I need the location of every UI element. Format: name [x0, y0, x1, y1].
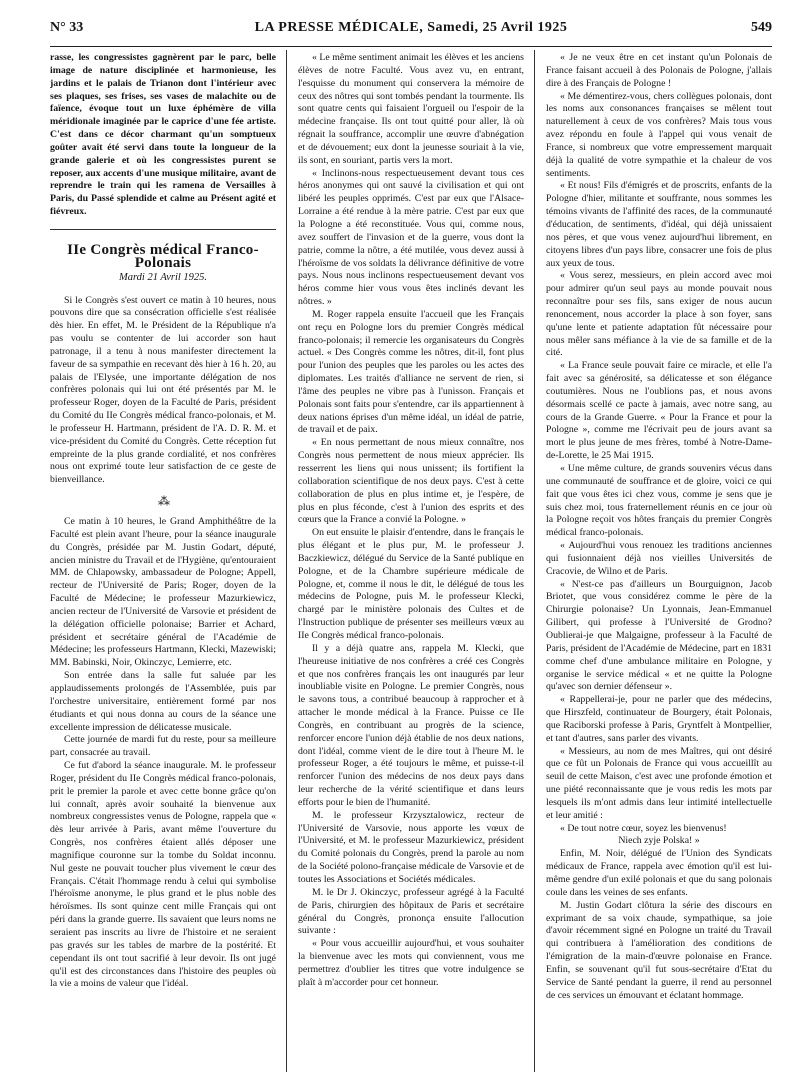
asterism: ⁂ [158, 494, 168, 509]
page-header [50, 20, 772, 40]
column-divider [534, 50, 535, 1072]
paragraph: « Une même culture, de grands souvenirs vécus dans une communauté de souffrance et de gloire, voici ce qui fait que vous êtes ici chez vous, comme je sens que je suis chez moi, tous fraternellement réunis en ce jour où la Pologne reçoit vos hôtes français du premier Congrès médical franco-polonais. [546, 463, 772, 539]
paragraph: « Aujourd'hui vous renouez les traditions anciennes qui fusionnaient déjà nos vieilles Universités de Cracovie, de Wilno et de Paris. [546, 540, 772, 577]
article-heading: IIe Congrès médical Franco-Polonais [67, 241, 259, 271]
paragraph: M. le Dr J. Okinczyc, professeur agrégé à la Faculté de Paris, chirurgien des hôpitaux de Paris et secrétaire général du Congrès, prononça ensuite l'allocution suivante : [298, 886, 524, 937]
issue-number: N° 33 [50, 20, 84, 35]
column-2 [298, 52, 524, 1072]
paragraph: « Rappellerai-je, pour ne parler que des médecins, que Hirszfeld, continuateur de Bourgery, était Polonais, que Raciborski professe à Paris, Gryntfelt à Montpellier, et tant d'autres, sans parler des vivants. [546, 694, 772, 744]
column-divider [286, 50, 287, 1072]
paragraph: Si le Congrès s'est ouvert ce matin à 10 heures, nous pouvons dire que sa consécration officielle s'est réalisée dès hier. En effet, M. le Président de la République n'a pas voulu se contenter de lui accorder son haut patronage, il a tenu à nous manifester directement la faveur de sa sympathie en recevant dès hier à 16 h. 20, au palais de l'Elysée, une importante délégation de nos confrères polonais qui lui ont été présentés par M. le professeur Roger, doyen de la Faculté de Paris, président du Comité du IIe Congrès médical franco-polonais, et M. le professeur H. Hartmann, président de l'A. D. R. M. et vice-président du Comité du Congrès. Cette réception fut empreinte de la plus grande cordialité, et nos confrères nous ont exprimé toute leur satisfaction de ce geste de bienveillance. [50, 294, 276, 486]
paragraph: M. Justin Godart clôtura la série des discours en exprimant de sa voix chaude, sympathique, sa joie d'avoir récemment signé en Pologne un traité du Travail qui contribuera à l'amélioration des conditions de l'émigration de la main-d'œuvre polonaise en France. Enfin, se souvenant qu'il fut sous-secrétaire d'Etat du Service de Santé pendant la guerre, il rend au personnel de ces services un émouvant et éclatant hommage. [546, 899, 772, 1001]
paragraph: Il y a déjà quatre ans, rappela M. Klecki, que l'heureuse initiative de nos confrères a créé ces Congrès et que nos confrères français les ont inaugurés par leur inoubliable visite en Pologne. Le premier Congrès, nous le savons tous, a contribué beaucoup à rapprocher et à attacher le monde médical à la France. Puisse ce IIe Congrès, en contribuant au progrès de la science, renforcer encore l'union déjà établie de nos deux nations, dont l'idéal, comme vient de le dire tout à l'heure M. le professeur Roger, a été toujours le même, et puisse-t-il renforcer l'union des médecins de nos deux pays dans leur recherche de la vérité scientifique et dans leurs efforts pour le bien de l'humanité. [298, 642, 524, 808]
paragraph: « De tout notre cœur, soyez les bienvenus! [560, 822, 727, 834]
paragraph: Son entrée dans la salle fut saluée par les applaudissements prolongés de l'Assemblée, puis par l'orchestre universitaire, entièrement formé par nos étudiants et qui nous donna au cours de la séance une excellente impression de délicatesse musicale. [50, 670, 276, 733]
paragraph: « La France seule pouvait faire ce miracle, et elle l'a fait avec sa générosité, sa délicatesse et son élégance coutumières. Nous ne l'oublions pas, et nous avons désormais scellé ce pacte à jamais, avec notre sang, au cours de la Grande Guerre. « Pour la France et pour la Pologne », comme me l'écrivait peu de jours avant sa mort le plus jeune de mes frères, tombé à Notre-Dame-de-Lorette, le 25 Mai 1915. [546, 360, 772, 462]
paragraph: On eut ensuite le plaisir d'entendre, dans le français le plus élégant et le plus pur, M. le professeur J. Baczkiewicz, délégué du Service de la Santé publique en Pologne, et de la Chambre supérieure médicale de Pologne, et, comme il nous le dit, le délégué de tous les médecins de Pologne, puis M. le professeur Klecki, chargé par le ministère polonais des Cultes et de l'Instruction publique de présenter ses meilleurs vœux au IIe Congrès médical franco-polonais. [298, 527, 524, 641]
page-number: 549 [751, 20, 772, 35]
article-date: Mardi 21 Avril 1925. [118, 271, 208, 283]
paragraph: « En nous permettant de nous mieux connaître, nos Congrès nous permettent de nous mieux apprécier. Ils resserrent les liens qui nous unissent; ils fortifient la collaboration scientifique de nos deux pays. C'est à cette collaboration de plus en plus intime et, je l'espère, de plus en plus féconde, c'est à l'union des esprits et des cœurs que la France a convié la Pologne. » [298, 437, 524, 526]
journal-title: LA PRESSE MÉDICALE, Samedi, 25 Avril 1925 [254, 20, 568, 35]
section-rule [50, 229, 276, 230]
paragraph: « N'est-ce pas d'ailleurs un Bourguignon, Jacob Briotet, que vous considérez comme le père de la Chirurgie polonaise? Un Lyonnais, Jean-Emmanuel Gilibert, qui professe à l'Université de Grodno? Oublierai-je que Malgaigne, professeur à la Faculté de Paris, président de l'Académie de Médecine, part en 1831 comme chef d'une ambulance militaire en Pologne, y organise le service médical « et ne quitte la Pologne qu'avec son dernier défenseur ». [546, 578, 772, 693]
paragraph: Cette journée de mardi fut du reste, pour sa meilleure part, consacrée au travail. [50, 734, 276, 759]
closing-line: Niech zyje Polska! » [618, 835, 700, 847]
column-1 [50, 52, 276, 1072]
paragraph: « Inclinons-nous respectueusement devant tous ces héros anonymes qui ont sauvé la civilisation et qui ont libéré les peuples opprimés. C'est par eux que l'Alsace-Lorraine a été rendue à la mère patrie. C'est par eux que la Pologne a été reconstituée. Vous qui, comme nous, avez souffert de l'invasion et de la guerre, vous dont la patrie, comme la nôtre, a été mutilée, vous devez aussi à l'héroïsme de vos soldats la délivrance définitive de votre pays. Nous nous inclinons respectueusement devant vos héros comme hier vous vous êtes inclinés devant les nôtres. » [298, 167, 524, 308]
paragraph: « Et nous! Fils d'émigrés et de proscrits, enfants de la Pologne d'hier, militante et souffrante, nous sommes les témoins vivants de l'affinité des races, de la communauté d'éducation, de sentiments, d'idéal, qui déjà unissaient nos pères, et que vous venez aujourd'hui librement, en citoyens libres d'un pays libre, consacrer une fois de plus aux yeux de tous. [546, 180, 772, 269]
paragraph: « Pour vous accueillir aujourd'hui, et vous souhaiter la bienvenue avec les mots qui conviennent, vous me permettrez d'oublier les titres que votre indulgence se plaît à m'accorder pour cet honneur. [298, 938, 524, 988]
paragraph: Ce matin à 10 heures, le Grand Amphithéâtre de la Faculté est plein avant l'heure, pour la séance inaugurale du Congrès, présidée par M. Justin Godart, député, ancien ministre du Travail et de l'Hygiène, qu'entouraient MM. de Chlapowsky, ambassadeur de Pologne; Appell, recteur de l'Université de Paris; Roger, doyen de la Faculté de Médecine; le professeur Mazurkiewicz, ancien recteur de l'Université de Varsovie et président de la délégation officielle polonaise; Barrier et Achard, président et secrétaire général de l'Académie de Médecine; les professeurs Hartmann, Klecki, Mazewiski; MM. Babinski, Noir, Okinczyc, Lemierre, etc. [50, 516, 276, 669]
intro-paragraph: rasse, les congressistes gagnèrent par le parc, belle image de nature disciplinée et harmonieuse, les jardins et le palais de Trianon dont l'intérieur avec ses plaques, ses frises, ses vases de malachite ou de faïence, évoque tout un luxe éphémère de villa méridionale imaginée par le caprice d'une fée artiste. C'est dans ce décor charmant qu'un somptueux goûter avait été servi dans toute la longueur de la grande galerie et où les congressistes purent se reposer, aux accents d'une musique militaire, avant de reprendre le train qui les ramena de Versailles à Paris, du Passé splendide et calme au Présent agité et fiévreux. [50, 52, 276, 218]
paragraph: Enfin, M. Noir, délégué de l'Union des Syndicats médicaux de France, rappela avec émotion qu'il est lui-même gendre d'un exilé polonais et que du sang polonais coule dans les veines de ses enfants. [546, 848, 772, 898]
paragraph: M. le professeur Krzysztalowicz, recteur de l'Université de Varsovie, nous apporte les vœux de l'Université, et M. le professeur Mazurkiewicz, président du Comité polonais du Congrès, prend la parole au nom de la Société polono-française médicale de Varsovie et de toutes les Associations et Sociétés médicales. [298, 809, 524, 885]
paragraph: « Messieurs, au nom de mes Maîtres, qui ont désiré que ce fût un Polonais de France qui vous accueillît au seuil de cette Maison, c'est avec une profonde émotion et une piété reconnaissante que je vous redis les mots par lesquels ils m'ont admis dans leur intimité intellectuelle et leur amitié : [546, 745, 772, 821]
paragraph: M. Roger rappela ensuite l'accueil que les Français ont reçu en Pologne lors du premier Congrès médical franco-polonais; il remercie les organisateurs du Congrès actuel. « Des Congrès comme les nôtres, dit-il, font plus pour l'union des peuples que les paroles ou les actes des diplomates. Les traités d'alliance ne servent de rien, si l'âme des peuples ne vibre pas à l'unisson. Français et Polonais sont faits pour s'entendre, car ils appartiennent à deux nations éprises d'un même idéal, un idéal de patrie, de travail et de paix. [298, 308, 524, 436]
paragraph: « Je ne veux être en cet instant qu'un Polonais de France faisant accueil à des Polonais de Pologne, j'allais dire à des Français de Pologne ! [546, 52, 772, 89]
paragraph: « Vous serez, messieurs, en plein accord avec moi pour admirer qu'un seul pays au monde pouvait nous reconnaître pour ses fils, sans exiger de nous aucun renoncement, nous accorder la place à son foyer, sans qu'une lente et patiente adaptation fût nécessaire pour nous mêler sans méfiance à la vie de sa famille et de la cité. [546, 270, 772, 359]
column-3 [546, 52, 772, 1072]
paragraph: Ce fut d'abord la séance inaugurale. M. le professeur Roger, président du IIe Congrès médical franco-polonais, prit le premier la parole et avec cette bonne grâce qu'on lui connaît, après avoir souhaité la bienvenue aux nombreux congressistes venus de Pologne, rappela que « dès leur arrivée à Paris, avant même l'ouverture du Congrès, nos confrères étaient allés déposer une magnifique couronne sur la tombe du Soldat inconnu. Nul geste ne pouvait toucher plus vivement le cœur des Français. C'était l'hommage rendu à celui qui symbolise l'héroïsme anonyme, le plus grand et le plus noble des héroïsmes. Ils sont quinze cent mille Français qui ont péri dans la grande guerre. Ils savaient que leurs noms ne seraient pas inscrits au livre de l'histoire et ne seraient pas gravés sur les tables de marbre de la postérité. Et cependant ils ont tout sacrifié à leur devoir. Ils ont jugé qu'il est des circonstances dans l'histoire des peuples où la vie a moins de valeur que l'idéal. [50, 760, 276, 990]
paragraph: « Le même sentiment animait les élèves et les anciens élèves de notre Faculté. Vous avez vu, en entrant, l'esquisse du monument qui conservera la mémoire de ceux des nôtres qui sont tombés pendant la tourmente. Ils sont quatre cents qui faisaient l'orgueil ou l'espoir de la médecine française. Ils ont tout quitté pour aller, là où régnait la souffrance, accomplir une œuvre d'abnégation et de dévouement; eux dont la jeunesse souriait à la vie, ils sont, en souriant, partis vers la mort. [298, 52, 524, 166]
header-rule [50, 46, 772, 47]
paragraph: « Me démentirez-vous, chers collègues polonais, dont les noms aux consonances françaises se mêlent tout naturellement à ceux de vos confrères? Mais tous vous avez répondu en foule à l'appel qui vous venait de France, si nombreux que votre empressement marquait déjà la qualité de votre sympathie et la chaleur de vos sentiments. [546, 90, 772, 179]
